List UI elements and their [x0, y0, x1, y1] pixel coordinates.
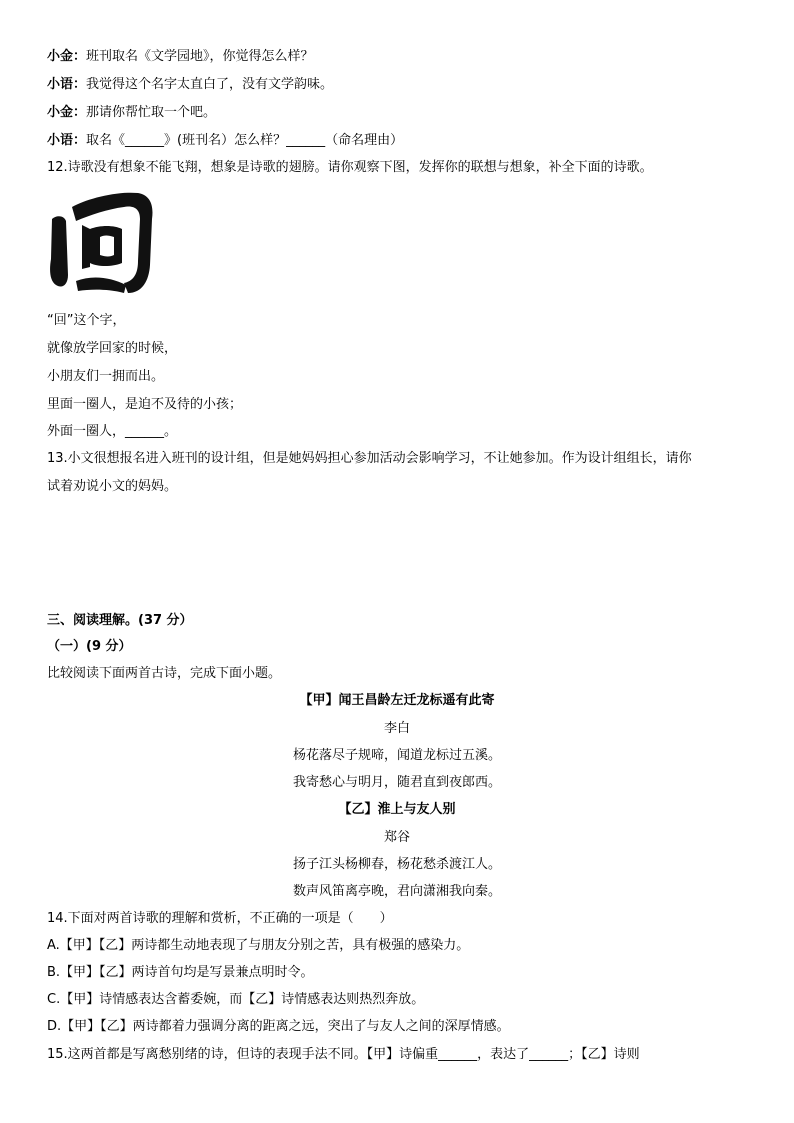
- dialogue-line-3: [47, 103, 216, 123]
- poem-jia-line-2: 我寄愁心与明月，随君直到夜郎西。: [292, 775, 501, 790]
- dialogue-line-4: [47, 131, 403, 151]
- calligraphy-hui-icon: [46, 185, 158, 305]
- question-14-option-b: B.【甲】【乙】两诗首句均是写景兼点明时令。: [47, 965, 314, 980]
- poem-jia-author: 李白: [383, 721, 410, 736]
- section-3-heading: 三、阅读理解。(37 分）: [47, 613, 193, 628]
- speaker: 小金：: [47, 105, 87, 120]
- calligraphy-hui-image: [46, 185, 158, 305]
- poem-yi-title: 【乙】淮上与友人别: [338, 802, 456, 817]
- question-13-line-2: 试着劝说小文的妈妈。: [47, 479, 178, 494]
- speaker: 小金：: [47, 49, 87, 64]
- poem-line-3: 小朋友们一拥而出。: [47, 369, 165, 384]
- speaker: 小语：: [47, 77, 87, 92]
- poem-line-5: 外面一圈人，______。: [47, 424, 178, 439]
- question-12-prompt: 12.诗歌没有想象不能飞翔，想象是诗歌的翅膀。请你观察下图，发挥你的联想与想象，补全下面的诗歌。: [47, 160, 653, 175]
- dialogue-line-1: [47, 47, 314, 67]
- section-3-intro: 比较阅读下面两首古诗，完成下面小题。: [47, 666, 282, 681]
- poem-jia-line-1: 杨花落尽子规啼，闻道龙标过五溪。: [292, 748, 501, 763]
- question-13-line-1: 13.小文很想报名进入班刊的设计组，但是她妈妈担心参加活动会影响学习，不让她参加。作为设计组组长，请你: [47, 451, 692, 466]
- poem-yi-author: 郑谷: [383, 830, 410, 845]
- poem-line-1: “回”这个字，: [47, 313, 126, 328]
- poem-jia-title: 【甲】闻王昌龄左迁龙标遥有此寄: [299, 693, 495, 708]
- question-14-option-d: D.【甲】【乙】两诗都着力强调分离的距离之远，突出了与友人之间的深厚情感。: [47, 1019, 510, 1034]
- dialogue-text: 班刊取名《文学园地》，你觉得怎么样？: [86, 49, 314, 64]
- question-14-option-c: C.【甲】诗情感表达含蓄委婉，而【乙】诗情感表达则热烈奔放。: [47, 992, 425, 1007]
- question-14-prompt: 14.下面对两首诗歌的理解和赏析，不正确的一项是（ ）: [47, 911, 393, 926]
- section-3-sub: （一）(9 分）: [47, 639, 132, 654]
- poem-yi-line-2: 数声风笛离亭晚，君向潇湘我向秦。: [292, 884, 501, 899]
- dialogue-text: 那请你帮忙取一个吧。: [86, 105, 217, 120]
- question-15-prompt: 15.这两首都是写离愁别绪的诗，但诗的表现手法不同。【甲】诗偏重______，表达了______；【乙】诗则: [47, 1047, 640, 1062]
- speaker: 小语：: [47, 133, 87, 148]
- dialogue-text: 取名《______》(班刊名）怎么样？______（命名理由）: [86, 133, 404, 148]
- poem-line-4: 里面一圈人，是迫不及待的小孩；: [47, 397, 243, 412]
- poem-yi-line-1: 扬子江头杨柳春，杨花愁杀渡江人。: [292, 857, 501, 872]
- question-14-option-a: A.【甲】【乙】两诗都生动地表现了与朋友分别之苦，具有极强的感染力。: [47, 938, 470, 953]
- dialogue-text: 我觉得这个名字太直白了，没有文学韵味。: [86, 77, 334, 92]
- dialogue-line-2: [47, 75, 333, 95]
- poem-line-2: 就像放学回家的时候，: [47, 341, 178, 356]
